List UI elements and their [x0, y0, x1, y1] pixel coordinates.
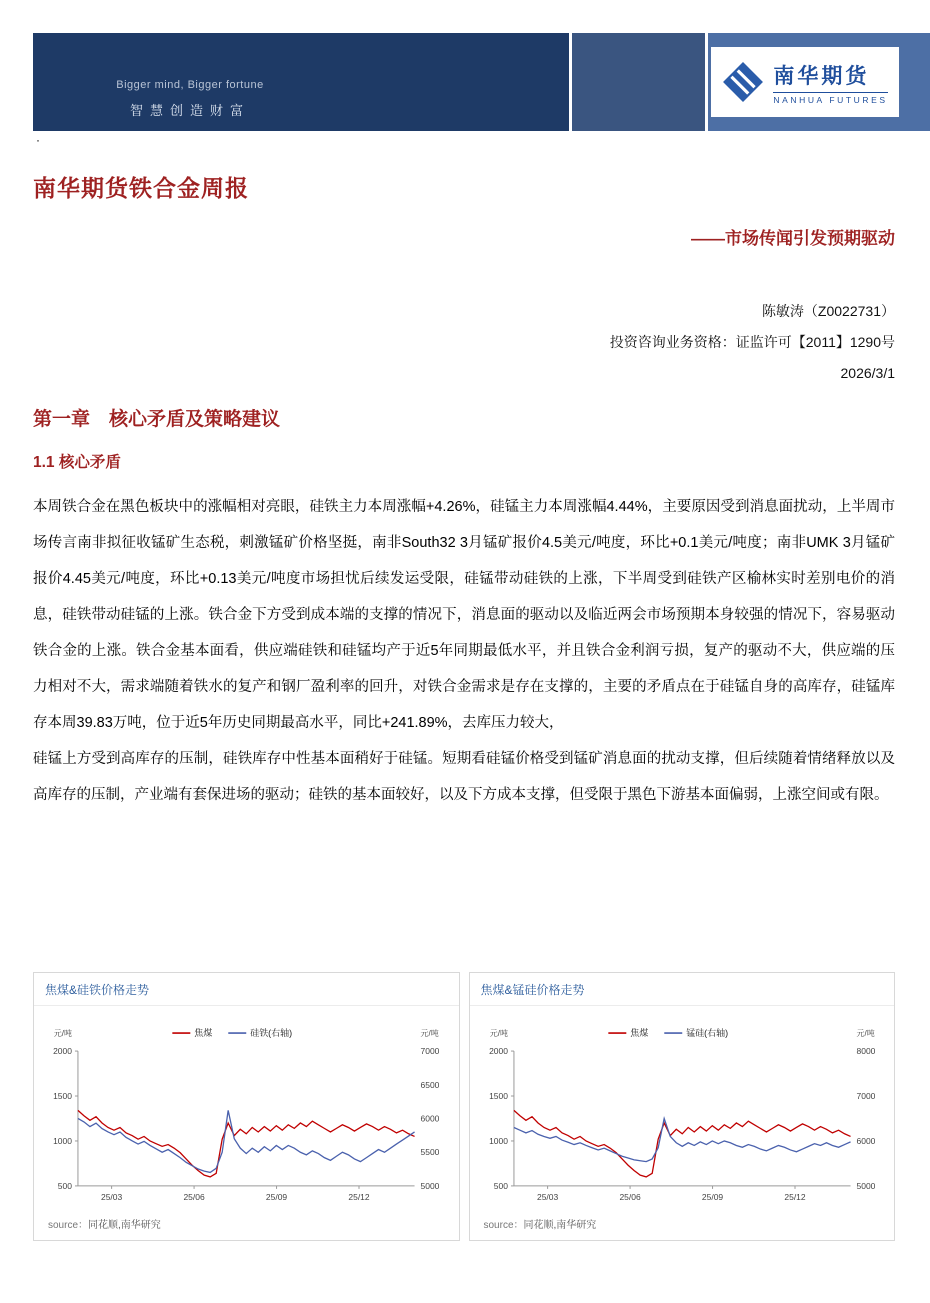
svg-text:25/09: 25/09 — [701, 1191, 723, 1202]
paragraph-1: 本周铁合金在黑色板块中的涨幅相对亮眼，硅铁主力本周涨幅+4.26%，硅锰主力本周涨幅4.44%，主要原因受到消息面扰动，上半周市场传言南非拟征收锰矿生态税，刺激锰矿价格坚挺，南非South32 3月锰矿报价4.5美元/吨度，环比+0.1美元/吨度；南非UMK 3月锰矿报价4.45美元/吨度，环比+0.13美元/吨度市场担忧后续发运受限，硅锰带动硅铁的上涨，下半周受到硅铁产区榆林实时差别电价的消息，硅铁带动硅锰的上涨。铁合金下方受到成本端的支撑的情况下，消息面的驱动以及临近两会市场预期本身较强的情况下，容易驱动铁合金的上涨。铁合金基本面看，供应端硅铁和硅锰均产于近5年同期最低水平，并且铁合金利润亏损，复产的驱动不大，供应端的压力相对不大，需求端随着铁水的复产和钢厂盈利率的回升，对铁合金需求是存在支撑的，主要的矛盾点在于硅锰自身的高库存，硅锰库存本周39.83万吨，位于近5年历史同期最高水平，同比+241.89%，去库压力较大， — [33, 499, 895, 731]
report-date: 2026/3/1 — [840, 365, 895, 381]
svg-text:1500: 1500 — [488, 1091, 508, 1102]
svg-text:25/12: 25/12 — [783, 1191, 806, 1202]
svg-text:1000: 1000 — [488, 1135, 508, 1146]
line-chart-coking-coal-ferrosilicon — [34, 1006, 459, 1211]
body-text — [33, 489, 895, 813]
slogan-block — [85, 79, 295, 119]
svg-text:6000: 6000 — [420, 1113, 440, 1124]
svg-text:1500: 1500 — [53, 1091, 72, 1102]
header-right-block — [708, 33, 930, 131]
source-label: source： — [48, 1220, 89, 1231]
chart-panel-coking-coal-ferrosilicon — [33, 972, 460, 1241]
svg-text:7000: 7000 — [420, 1046, 440, 1057]
source-value: 同花顺,南华研究 — [523, 1220, 597, 1231]
header-dark-block — [33, 33, 569, 131]
header-banner — [33, 33, 930, 131]
bullet-dot: · — [36, 133, 40, 147]
svg-text:6500: 6500 — [420, 1079, 440, 1090]
chart-source-left — [34, 1211, 459, 1240]
svg-text:25/06: 25/06 — [183, 1191, 205, 1202]
chart-title-right: 焦煤&锰硅价格走势 — [470, 973, 895, 1006]
svg-text:7000: 7000 — [856, 1091, 875, 1102]
source-label: source： — [483, 1220, 524, 1231]
svg-text:500: 500 — [57, 1180, 72, 1191]
svg-text:5000: 5000 — [420, 1180, 440, 1191]
qualification-line: 投资咨询业务资格：证监许可【2011】1290号 — [609, 334, 895, 350]
charts-row — [33, 972, 895, 1241]
header-mid-block — [572, 33, 705, 131]
svg-text:元/吨: 元/吨 — [420, 1029, 439, 1039]
svg-text:8000: 8000 — [856, 1046, 875, 1057]
logo-name-english: NANHUA FUTURES — [773, 92, 887, 105]
svg-text:硅铁(右轴): 硅铁(右轴) — [250, 1028, 293, 1039]
source-value: 同花顺,南华研究 — [88, 1220, 161, 1231]
svg-text:2000: 2000 — [488, 1046, 508, 1057]
logo-text — [773, 60, 887, 105]
report-title: 南华期货铁合金周报 — [33, 175, 249, 201]
svg-text:1000: 1000 — [53, 1135, 72, 1146]
chapter-heading: 第一章 核心矛盾及策略建议 — [33, 409, 281, 430]
svg-text:焦煤: 焦煤 — [194, 1028, 213, 1039]
logo-name-chinese: 南华期货 — [773, 64, 870, 88]
svg-text:6000: 6000 — [856, 1135, 875, 1146]
svg-text:元/吨: 元/吨 — [53, 1029, 72, 1039]
svg-text:500: 500 — [493, 1180, 508, 1191]
chart-panel-coking-coal-silicomanganese — [469, 972, 896, 1241]
svg-text:焦煤: 焦煤 — [629, 1028, 648, 1039]
report-meta — [610, 296, 895, 389]
chart-title-left: 焦煤&硅铁价格走势 — [34, 973, 459, 1006]
slogan-chinese: 智慧创造财富 — [129, 103, 250, 118]
svg-text:5000: 5000 — [856, 1180, 875, 1191]
svg-text:25/06: 25/06 — [618, 1191, 641, 1202]
report-subtitle: ——市场传闻引发预期驱动 — [691, 229, 895, 248]
slogan-english: Bigger mind, Bigger fortune — [116, 79, 264, 91]
nanhua-diamond-icon — [722, 61, 764, 103]
svg-text:25/09: 25/09 — [265, 1191, 288, 1202]
svg-text:25/03: 25/03 — [536, 1191, 558, 1202]
paragraph-2: 硅锰上方受到高库存的压制，硅铁库存中性基本面稍好于硅锰。短期看硅锰价格受到锰矿消息面的扰动支撑，但后续随着情绪释放以及高库存的压制，产业端有套保进场的驱动；硅铁的基本面较好，以及下方成本支撑，但受限于黑色下游基本面偏弱，上涨空间或有限。 — [33, 751, 895, 803]
svg-text:元/吨: 元/吨 — [856, 1029, 875, 1039]
svg-text:锰硅(右轴): 锰硅(右轴) — [685, 1028, 728, 1039]
author-line: 陈敏涛（Z0022731） — [761, 303, 895, 319]
svg-text:2000: 2000 — [53, 1046, 72, 1057]
svg-text:5500: 5500 — [420, 1147, 440, 1158]
section-heading: 1.1 核心矛盾 — [33, 454, 121, 471]
svg-text:25/03: 25/03 — [100, 1191, 123, 1202]
company-logo — [711, 47, 899, 117]
line-chart-coking-coal-silicomanganese — [470, 1006, 895, 1211]
svg-text:元/吨: 元/吨 — [489, 1029, 508, 1039]
chart-source-right — [470, 1211, 895, 1240]
svg-text:25/12: 25/12 — [348, 1191, 370, 1202]
